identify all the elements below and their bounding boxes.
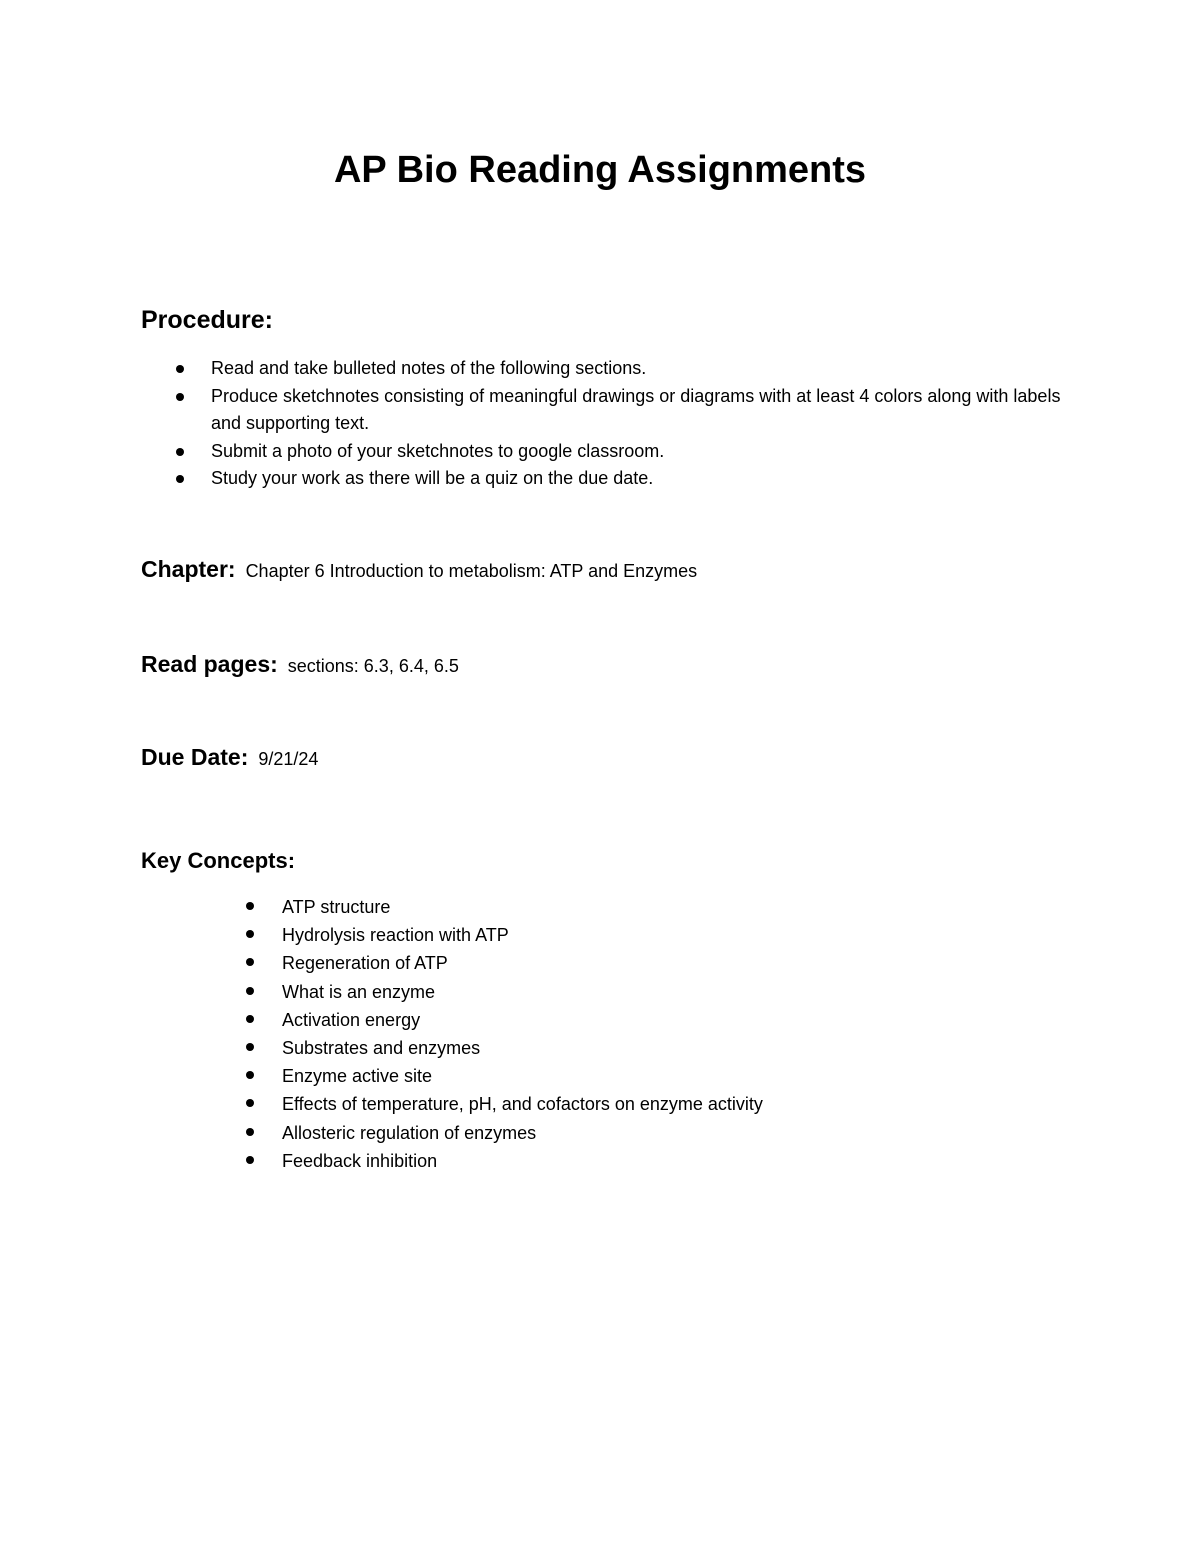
chapter-label: Chapter:	[141, 556, 236, 582]
read-pages-value: sections: 6.3, 6.4, 6.5	[287, 656, 459, 676]
list-item: Hydrolysis reaction with ATP	[141, 921, 941, 949]
list-item: Feedback inhibition	[141, 1147, 941, 1175]
chapter-row	[141, 556, 697, 583]
list-item: Activation energy	[141, 1006, 941, 1034]
procedure-heading: Procedure:	[141, 306, 273, 334]
read-pages-label: Read pages:	[141, 651, 278, 677]
list-item: Regeneration of ATP	[141, 949, 941, 977]
list-item: ATP structure	[141, 893, 941, 921]
procedure-list	[141, 355, 1081, 493]
list-item: Substrates and enzymes	[141, 1034, 941, 1062]
read-pages-row	[141, 651, 459, 678]
list-item: Enzyme active site	[141, 1062, 941, 1090]
chapter-value: Chapter 6 Introduction to metabolism: ATP and Enzymes	[245, 561, 698, 581]
key-concepts-list	[141, 893, 941, 1175]
list-item: Effects of temperature, pH, and cofactors on enzyme activity	[141, 1090, 941, 1118]
list-item: Submit a photo of your sketchnotes to google classroom.	[141, 438, 1081, 466]
due-date-label: Due Date:	[141, 744, 249, 770]
list-item: Study your work as there will be a quiz on the due date.	[141, 465, 1081, 493]
list-item: Allosteric regulation of enzymes	[141, 1119, 941, 1147]
list-item: Produce sketchnotes consisting of meaningful drawings or diagrams with at least 4 colors along with labels and supporting text.	[141, 383, 1081, 438]
list-item: Read and take bulleted notes of the following sections.	[141, 355, 1081, 383]
due-date-value: 9/21/24	[258, 749, 319, 769]
key-concepts-heading: Key Concepts:	[141, 848, 296, 873]
page-title: AP Bio Reading Assignments	[333, 149, 867, 191]
due-date-row	[141, 744, 318, 771]
list-item: What is an enzyme	[141, 978, 941, 1006]
